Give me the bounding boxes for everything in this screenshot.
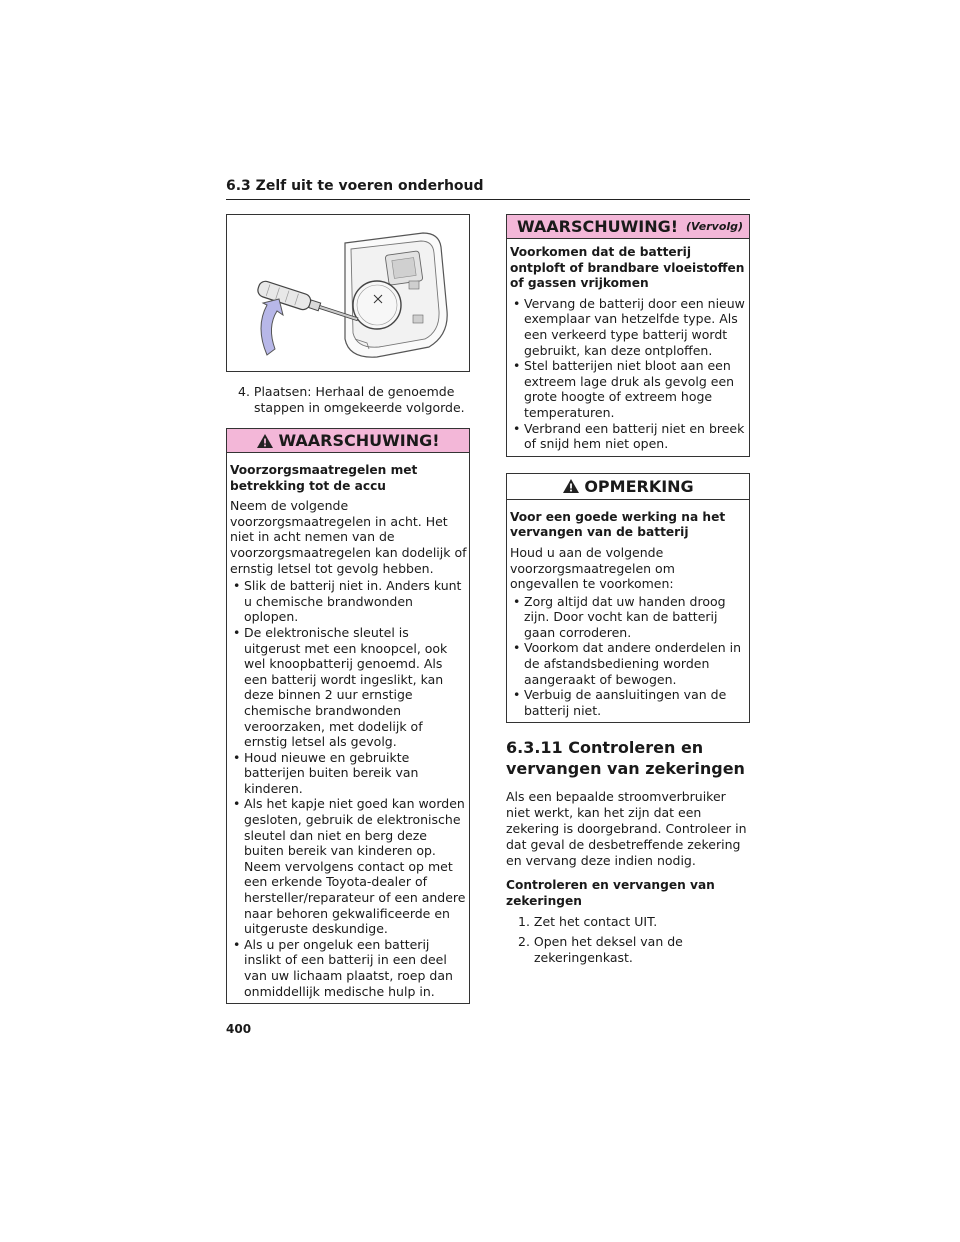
step-2-line-1: 2. Open het deksel van de <box>518 933 683 949</box>
note-header <box>507 474 749 500</box>
note-title: Voor een goede werking na het vervangen van de batterij <box>510 509 726 540</box>
subheading: Controleren en vervangen van zekeringen <box>506 878 715 909</box>
warning-continued-title: Voorkomen dat de batterij ontploft of brandbare vloeistoffen of gassen vrijkomen <box>510 245 745 291</box>
section-heading: 6.3.11 Controleren en vervangen van zekeringen <box>506 738 745 779</box>
step-1: 1. Zet het contact UIT. <box>518 913 658 929</box>
screwdriver-battery-drawing <box>227 215 469 371</box>
left-column <box>226 214 470 1004</box>
list-item: • Verbrand een batterij niet en breek of snijd hem niet open. <box>513 420 745 452</box>
list-item: • Stel batterijen niet bloot aan een extreem lage druk als gevolg een grote hoogte of extreem hoge temperaturen. <box>513 358 735 420</box>
warning-title: Voorzorgsmaatregelen met betrekking tot de accu <box>230 463 418 493</box>
note-intro: Houd u aan de volgende voorzorgsmaatregelen om ongevallen te voorkomen: <box>510 544 675 592</box>
key-battery-illustration <box>226 214 470 372</box>
list-item: • Als het kapje niet goed kan worden gesloten, gebruik de elektronische sleutel dan niet en berg deze buiten bereik van kinderen op. Neem vervolgens contact op met een erkende Toyota-dealer of hersteller/reparateur of een andere naar behoren gekwalificeerde en uitgeruste deskundige. <box>233 796 466 937</box>
right-column <box>506 214 750 966</box>
fuse-steps <box>506 914 750 966</box>
warning-header <box>227 429 469 453</box>
warning-continued-heading: WAARSCHUWING! <box>516 217 679 236</box>
list-item: • Zorg altijd dat uw handen droog zijn. Door vocht kan de batterij gaan corroderen. <box>513 593 726 640</box>
warning-heading: WAARSCHUWING! <box>278 431 440 450</box>
list-item: • Vervang de batterij door een nieuw exemplaar van hetzelfde type. Als een verkeerd type batterij wordt gebruikt, kan deze ontploffen. <box>513 295 745 358</box>
section-header: 6.3 Zelf uit te voeren onderhoud <box>226 178 750 200</box>
step-4 <box>226 384 470 416</box>
warning-box <box>226 428 470 1004</box>
note-heading: OPMERKING <box>584 476 694 496</box>
list-item: • De elektronische sleutel is uitgerust met een knoopcel, ook wel knoopbatterij genoemd. Als een batterij wordt ingeslikt, kan deze binnen 2 uur ernstige chemische brandwonden veroorzaken, met dodelijk of ernstig letsel als gevolg. <box>233 624 448 750</box>
note-box <box>506 473 750 724</box>
list-item: • Houd nieuwe en gebruikte batterijen buiten bereik van kinderen. <box>233 749 419 796</box>
warning-intro: Neem de volgende voorzorgsmaatregelen in acht. Het niet in acht nemen van de voorzorgsmaatregelen kan dodelijk of ernstig letsel tot gevolg hebben. <box>230 498 467 576</box>
warning-continued-box <box>506 214 750 457</box>
list-item: • Voorkom dat andere onderdelen in de afstandsbediening worden aangeraakt of bewogen. <box>513 640 742 687</box>
body-paragraph: Als een bepaalde stroomverbruiker niet werkt, kan het zijn dat een zekering is doorgebrand. Controleer in dat geval de desbetreffende zekering en vervang deze indien nodig. <box>506 789 747 868</box>
page-number: 400 <box>226 1022 252 1036</box>
warning-continued-bullets <box>510 296 747 452</box>
list-item: • Verbuig de aansluitingen van de batterij niet. <box>513 687 727 718</box>
step-4-line-1: 4. Plaatsen: Herhaal de genoemde <box>238 384 455 399</box>
list-item: • Slik de batterij niet in. Anders kunt u chemische brandwonden oplopen. <box>233 578 462 625</box>
step-4-line-2: stappen in omgekeerde volgorde. <box>254 400 465 415</box>
continued-label: (Vervolg) <box>686 220 744 233</box>
warning-icon <box>256 433 274 449</box>
warning-bullets <box>230 578 467 999</box>
note-bullets <box>510 594 747 719</box>
warning-continued-header <box>507 215 749 239</box>
caution-icon <box>562 478 580 494</box>
step-2-line-2: zekeringenkast. <box>534 949 633 965</box>
list-item: • Als u per ongeluk een batterij inslikt of een batterij in een deel van uw lichaam plaatst, roep dan onmiddellijk medische hulp in. <box>233 936 453 999</box>
